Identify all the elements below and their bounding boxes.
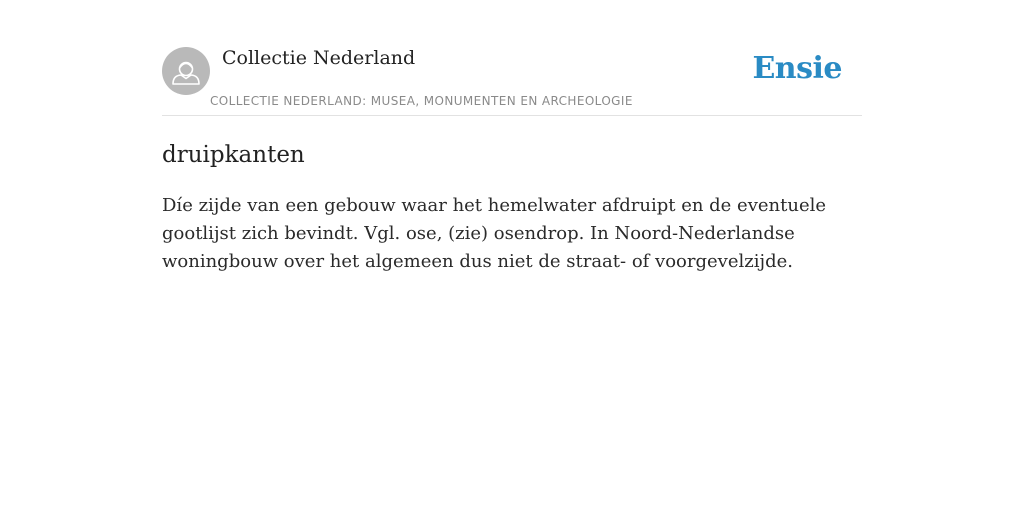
entry-definition: Díe zijde van een gebouw waar het hemelwater afdruipt en de eventuele gootlijst zich bevindt. Vgl. ose, (zie) osendrop. In Noord-Nederlandse woningbouw over het algemeen dus niet de straat- of voorgevelzijde. (162, 195, 827, 272)
entry-header (162, 0, 862, 116)
user-icon (162, 47, 210, 95)
author-name[interactable]: Collectie Nederland (222, 47, 416, 69)
entry-card (162, 0, 862, 512)
source-subtitle: COLLECTIE NEDERLAND: MUSEA, MONUMENTEN EN ARCHEOLOGIE (210, 94, 633, 108)
entry-title: druipkanten (162, 142, 305, 168)
brand-logo[interactable]: Ensie (752, 51, 842, 86)
avatar[interactable] (162, 47, 210, 95)
